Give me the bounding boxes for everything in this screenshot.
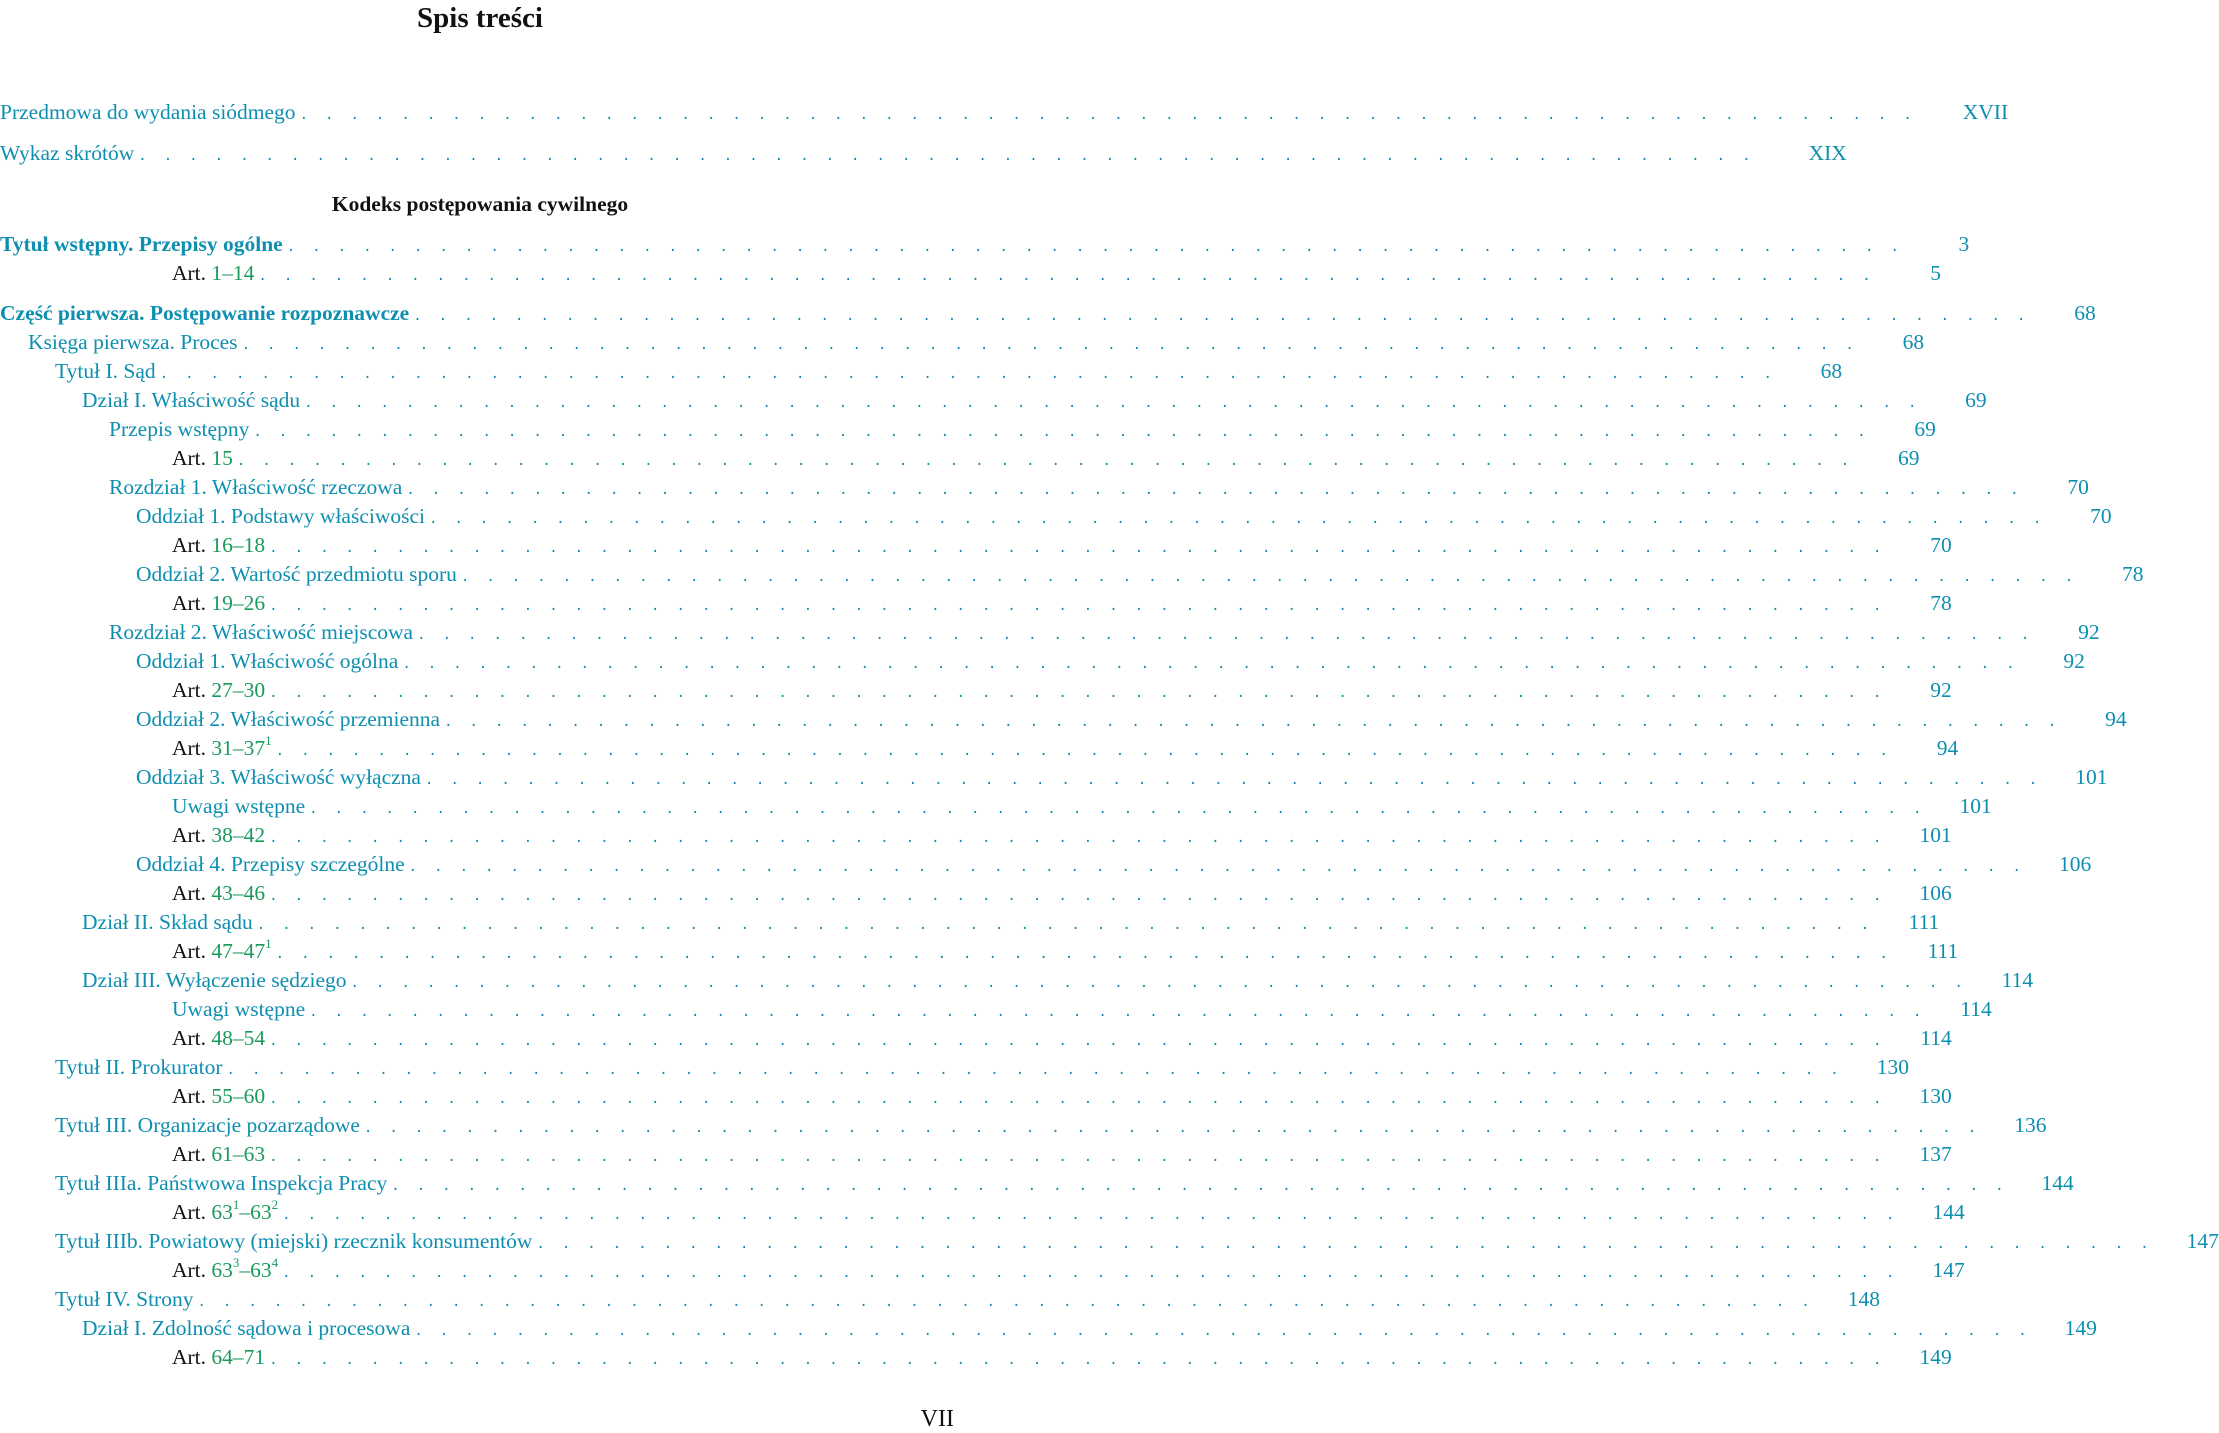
article-separator: –: [232, 1345, 244, 1369]
toc-page-number[interactable]: XIX: [1808, 141, 1847, 165]
dot-leader: . . . . . . . . . . . . . . . . . . . . . . . . . . . . . . . . . . . . . . . . . . . . . . . . . . . . . . . . . . . . . . . .: [444, 714, 2061, 730]
toc-entry-label[interactable]: Księga pierwsza. Proces: [28, 330, 238, 354]
toc-page-number[interactable]: 149: [2064, 1316, 2097, 1340]
dot-leader: . . . . . . . . . . . . . . . . . . . . . . . . . . . . . . . . . . . . . . . . . . . . . . . . . . . . . . . . . . . . . . . .: [414, 1323, 2031, 1339]
article-separator: –: [232, 1084, 244, 1108]
toc-page-number[interactable]: 144: [1932, 1200, 1965, 1224]
toc-entry-label[interactable]: Tytuł III. Organizacje pozarządowe: [55, 1113, 360, 1137]
article-prefix: Art.: [172, 823, 207, 847]
toc-page-number[interactable]: 106: [2058, 852, 2092, 876]
toc-entry-label[interactable]: Rozdział 1. Właściwość rzeczowa: [109, 475, 403, 499]
toc-entry[interactable]: [136, 560, 2144, 589]
article-from[interactable]: 19: [211, 591, 233, 615]
toc-entry[interactable]: [55, 357, 1843, 386]
dot-leader: . . . . . . . . . . . . . . . . . . . . . . . . . . . . . . . . . . . . . . . . . . . . . . . . . . . . . . . . . . . . . . . .: [256, 917, 1874, 933]
toc-entry-label[interactable]: Tytuł IIIa. Państwowa Inspekcja Pracy: [55, 1171, 388, 1195]
toc-page-number[interactable]: 114: [2001, 968, 2034, 992]
article-to[interactable]: 30: [243, 678, 266, 702]
article-prefix: Art.: [172, 446, 207, 470]
article-separator: –: [232, 678, 244, 702]
article-from[interactable]: 48: [211, 1026, 233, 1050]
toc-entry[interactable]: [0, 230, 1970, 259]
article-separator: –: [232, 1026, 244, 1050]
dot-leader: . . . . . . . . . . . . . . . . . . . . . . . . . . . . . . . . . . . . . . . . . . . . . . . . . . . . . . . . . . . . . . . .: [282, 1265, 1899, 1281]
article-separator: –: [232, 533, 244, 557]
dot-leader: . . . . . . . . . . . . . . . . . . . . . . . . . . . . . . . . . . . . . . . . . . . . . . . . . . . . . . . . . . . . . . . .: [269, 1033, 1886, 1049]
toc-entry-article[interactable]: [172, 1196, 1965, 1227]
article-to-superscript: 4: [271, 1254, 279, 1270]
toc-page-number[interactable]: 92: [2078, 620, 2100, 644]
dot-leader: . . . . . . . . . . . . . . . . . . . . . . . . . . . . . . . . . . . . . . . . . . . . . . . . . . . . . . . . . . . . . . . .: [269, 888, 1886, 904]
article-from-superscript: 3: [232, 1254, 240, 1270]
toc-entry-article[interactable]: [172, 259, 1941, 288]
article-separator: –: [222, 261, 233, 285]
article-prefix: Art.: [172, 1345, 207, 1369]
toc-entry-article[interactable]: [172, 879, 1952, 908]
toc-entry-label[interactable]: Oddział 4. Przepisy szczególne: [136, 852, 405, 876]
footer-page-number: VII: [920, 1406, 954, 1432]
article-prefix: Art.: [172, 1084, 207, 1108]
toc-entry-label[interactable]: Tytuł wstępny. Przepisy ogólne: [0, 232, 283, 256]
toc-entry[interactable]: [109, 473, 2089, 502]
article-from[interactable]: 43: [211, 881, 233, 905]
toc-entry-article[interactable]: [172, 1024, 1952, 1053]
toc-entry-article[interactable]: [172, 1343, 1952, 1372]
article-prefix: Art.: [172, 678, 207, 702]
toc-page-number[interactable]: 111: [1908, 910, 1940, 934]
dot-leader: . . . . . . . . . . . . . . . . . . . . . . . . . . . . . . . . . . . . . . . . . . . . . . . . . . . . . . . . . . . . . . . .: [309, 1004, 1926, 1020]
article-to[interactable]: 42: [243, 823, 266, 847]
toc-page-number[interactable]: 130: [1919, 1084, 1952, 1108]
article-to[interactable]: 63: [250, 1200, 272, 1224]
article-prefix: Art.: [172, 533, 207, 557]
article-to-superscript: 2: [271, 1196, 279, 1212]
toc-entry[interactable]: [55, 1169, 2074, 1198]
dot-leader: . . . . . . . . . . . . . . . . . . . . . . . . . . . . . . . . . . . . . . . . . . . . . . . . . . . . . . . . . . . . . . . .: [275, 743, 1893, 759]
article-separator: –: [239, 1200, 251, 1224]
toc-page-number[interactable]: 5: [1930, 261, 1941, 285]
article-from[interactable]: 55: [211, 1084, 233, 1108]
toc-entry-label[interactable]: Tytuł IV. Strony: [55, 1287, 194, 1311]
article-from[interactable]: 27: [211, 678, 233, 702]
article-to-superscript: 1: [265, 732, 272, 748]
toc-page-number[interactable]: 70: [1930, 533, 1952, 557]
article-to[interactable]: 37: [243, 736, 266, 760]
dot-leader: . . . . . . . . . . . . . . . . . . . . . . . . . . . . . . . . . . . . . . . . . . . . . . . . . . . . . . . . . . . . . . . .: [138, 148, 1755, 164]
toc-page-number[interactable]: 101: [1919, 823, 1952, 847]
toc-entry-label[interactable]: Dział I. Właściwość sądu: [82, 388, 301, 412]
toc-entry-article[interactable]: [172, 821, 1952, 850]
article-prefix: Art.: [172, 1142, 207, 1166]
article-to[interactable]: 63: [243, 1142, 266, 1166]
dot-leader: . . . . . . . . . . . . . . . . . . . . . . . . . . . . . . . . . . . . . . . . . . . . . . . . . . . . . . . . . . . . . . . .: [275, 946, 1893, 962]
article-prefix: Art.: [172, 1026, 207, 1050]
toc-entry-label[interactable]: Oddział 2. Wartość przedmiotu sporu: [136, 562, 457, 586]
article-to[interactable]: 26: [243, 591, 266, 615]
toc-entry[interactable]: [0, 299, 2096, 328]
toc-entry-article[interactable]: [172, 589, 1952, 618]
article-to[interactable]: 63: [250, 1258, 272, 1282]
article-separator: –: [232, 823, 244, 847]
toc-page-number[interactable]: 144: [2041, 1171, 2074, 1195]
page-title: Spis treści: [417, 2, 543, 34]
toc-entry[interactable]: [55, 1111, 2047, 1140]
toc-page-number[interactable]: 92: [2063, 649, 2085, 673]
toc-page-number[interactable]: 101: [2075, 765, 2108, 789]
article-prefix: Art.: [172, 939, 207, 963]
toc-entry[interactable]: [136, 502, 2112, 531]
toc-entry-label[interactable]: Oddział 1. Właściwość ogólna: [136, 649, 399, 673]
dot-leader: . . . . . . . . . . . . . . . . . . . . . . . . . . . . . . . . . . . . . . . . . . . . . . . . . . . . . . . . . . . . . . . .: [391, 1178, 2008, 1194]
toc-entry[interactable]: [55, 1285, 1881, 1314]
toc-page-number[interactable]: 3: [1958, 232, 1970, 256]
dot-leader: . . . . . . . . . . . . . . . . . . . . . . . . . . . . . . . . . . . . . . . . . . . . . . . . . . . . . . . . . . . . . . . .: [269, 540, 1886, 556]
toc-page-number[interactable]: 111: [1927, 939, 1959, 963]
article-from[interactable]: 1: [211, 261, 223, 285]
article-to[interactable]: 71: [243, 1345, 266, 1369]
dot-leader: . . . . . . . . . . . . . . . . . . . . . . . . . . . . . . . . . . . . . . . . . . . . . . . . . . . . . . . . . . . . . . . .: [286, 239, 1904, 255]
dot-leader: . . . . . . . . . . . . . . . . . . . . . . . . . . . . . . . . . . . . . . . . . . . . . . . . . . . . . . . . . . . . . . . .: [460, 569, 2078, 585]
article-separator: –: [232, 1142, 244, 1166]
toc-entry[interactable]: [136, 850, 2092, 879]
article-to-superscript: 1: [265, 935, 272, 951]
toc-entry-article[interactable]: [172, 1254, 1965, 1285]
toc-entry-label[interactable]: Uwagi wstępne: [172, 997, 306, 1021]
dot-leader: . . . . . . . . . . . . . . . . . . . . . . . . . . . . . . . . . . . . . . . . . . . . . . . . . . . . . . . . . . . . . . . .: [417, 627, 2034, 643]
toc-entry[interactable]: [82, 386, 1987, 415]
toc-entry-label[interactable]: Oddział 2. Właściwość przemienna: [136, 707, 441, 731]
dot-leader: . . . . . . . . . . . . . . . . . . . . . . . . . . . . . . . . . . . . . . . . . . . . . . . . . . . . . . . . . . . . . . . .: [304, 395, 1921, 411]
toc-entry-article[interactable]: [172, 444, 1920, 473]
article-separator: –: [232, 591, 244, 615]
toc-entry-label[interactable]: Przedmowa do wydania siódmego: [0, 100, 296, 124]
toc-page-number[interactable]: 68: [1820, 359, 1843, 383]
dot-leader: . . . . . . . . . . . . . . . . . . . . . . . . . . . . . . . . . . . . . . . . . . . . . . . . . . . . . . . . . . . . . . . .: [309, 801, 1926, 817]
toc-entry[interactable]: [136, 763, 2108, 792]
dot-leader: . . . . . . . . . . . . . . . . . . . . . . . . . . . . . . . . . . . . . . . . . . . . . . . . . . . . . . . . . . . . . . . .: [269, 685, 1886, 701]
article-from[interactable]: 15: [211, 446, 233, 470]
toc-entry-abbreviations[interactable]: [0, 139, 1847, 168]
toc-entry[interactable]: [172, 995, 1992, 1024]
article-separator: –: [232, 736, 244, 760]
article-to[interactable]: 47: [243, 939, 266, 963]
dot-leader: . . . . . . . . . . . . . . . . . . . . . . . . . . . . . . . . . . . . . . . . . . . . . . . . . . . . . . . . . . . . . . . .: [236, 453, 1854, 469]
dot-leader: . . . . . . . . . . . . . . . . . . . . . . . . . . . . . . . . . . . . . . . . . . . . . . . . . . . . . . . . . . . . . . . .: [406, 482, 2023, 498]
toc-page-number[interactable]: 114: [1960, 997, 1992, 1021]
toc-page-number[interactable]: 101: [1959, 794, 1992, 818]
article-prefix: Art.: [172, 1258, 207, 1282]
article-from[interactable]: 38: [211, 823, 233, 847]
dot-leader: . . . . . . . . . . . . . . . . . . . . . . . . . . . . . . . . . . . . . . . . . . . . . . . . . . . . . . . . . . . . . . . .: [402, 656, 2019, 672]
toc-page-number[interactable]: 147: [1932, 1258, 1965, 1282]
dot-leader: . . . . . . . . . . . . . . . . . . . . . . . . . . . . . . . . . . . . . . . . . . . . . . . . . . . . . . . . . . . . . . . .: [282, 1207, 1899, 1223]
toc-entry-label[interactable]: Tytuł II. Prokurator: [55, 1055, 223, 1079]
dot-leader: . . . . . . . . . . . . . . . . . . . . . . . . . . . . . . . . . . . . . . . . . . . . . . . . . . . . . . . . . . . . . . . .: [350, 975, 1968, 991]
toc-page-number[interactable]: 69: [1914, 417, 1936, 441]
toc-entry[interactable]: [55, 1227, 2219, 1256]
toc-entry-article[interactable]: [172, 531, 1952, 560]
dot-leader: . . . . . . . . . . . . . . . . . . . . . . . . . . . . . . . . . . . . . . . . . . . . . . . . . . . . . . . . . . . . . . . .: [159, 366, 1777, 382]
dot-leader: . . . . . . . . . . . . . . . . . . . . . . . . . . . . . . . . . . . . . . . . . . . . . . . . . . . . . . . . . . . . . . . .: [253, 424, 1870, 440]
toc-entry[interactable]: [136, 705, 2127, 734]
article-from[interactable]: 61: [211, 1142, 233, 1166]
dot-leader: . . . . . . . . . . . . . . . . . . . . . . . . . . . . . . . . . . . . . . . . . . . . . . . . . . . . . . . . . . . . . . . .: [226, 1062, 1844, 1078]
toc-entry[interactable]: [28, 328, 1925, 357]
toc-entry[interactable]: [82, 966, 2034, 995]
toc-entry-label[interactable]: Dział II. Skład sądu: [82, 910, 253, 934]
toc-page-number[interactable]: 114: [1920, 1026, 1952, 1050]
article-from[interactable]: 64: [211, 1345, 233, 1369]
dot-leader: . . . . . . . . . . . . . . . . . . . . . . . . . . . . . . . . . . . . . . . . . . . . . . . . . . . . . . . . . . . . . . . .: [269, 830, 1886, 846]
dot-leader: . . . . . . . . . . . . . . . . . . . . . . . . . . . . . . . . . . . . . . . . . . . . . . . . . . . . . . . . . . . . . . . .: [197, 1294, 1815, 1310]
toc-entry-label[interactable]: Dział I. Zdolność sądowa i procesowa: [82, 1316, 411, 1340]
dot-leader: . . . . . . . . . . . . . . . . . . . . . . . . . . . . . . . . . . . . . . . . . . . . . . . . . . . . . . . . . . . . . . . .: [429, 511, 2046, 527]
article-separator: –: [232, 881, 244, 905]
article-to[interactable]: 46: [243, 881, 266, 905]
toc-entry[interactable]: [109, 618, 2100, 647]
toc-entry-label[interactable]: Dział III. Wyłączenie sędziego: [82, 968, 347, 992]
toc-page-number[interactable]: 149: [1919, 1345, 1952, 1369]
article-separator: –: [232, 939, 244, 963]
article-from-superscript: 1: [232, 1196, 240, 1212]
article-from[interactable]: 63: [211, 1200, 233, 1224]
article-prefix: Art.: [172, 1200, 207, 1224]
article-from[interactable]: 31: [211, 736, 233, 760]
dot-leader: . . . . . . . . . . . . . . . . . . . . . . . . . . . . . . . . . . . . . . . . . . . . . . . . . . . . . . . . . . . . . . . .: [424, 772, 2042, 788]
article-separator: –: [239, 1258, 251, 1282]
section-heading: Kodeks postępowania cywilnego: [331, 192, 629, 216]
toc-page-number[interactable]: 94: [1936, 736, 1959, 760]
toc-page-number[interactable]: 70: [2090, 504, 2112, 528]
dot-leader: . . . . . . . . . . . . . . . . . . . . . . . . . . . . . . . . . . . . . . . . . . . . . . . . . . . . . . . . . . . . . . . .: [258, 268, 1875, 284]
article-from[interactable]: 63: [211, 1258, 233, 1282]
article-prefix: Art.: [172, 881, 207, 905]
toc-page-number[interactable]: 136: [2014, 1113, 2047, 1137]
toc-entry[interactable]: [82, 908, 1940, 937]
article-from[interactable]: 16: [211, 533, 233, 557]
article-prefix: Art.: [172, 736, 207, 760]
toc-entry-label[interactable]: Tytuł IIIb. Powiatowy (miejski) rzecznik konsumentów: [55, 1229, 533, 1253]
dot-leader: . . . . . . . . . . . . . . . . . . . . . . . . . . . . . . . . . . . . . . . . . . . . . . . . . . . . . . . . . . . . . . . .: [269, 1091, 1886, 1107]
toc-entry[interactable]: [172, 792, 1992, 821]
dot-leader: . . . . . . . . . . . . . . . . . . . . . . . . . . . . . . . . . . . . . . . . . . . . . . . . . . . . . . . . . . . . . . . .: [413, 308, 2030, 324]
toc-entry[interactable]: [136, 647, 2085, 676]
toc-page-number[interactable]: 78: [2121, 562, 2144, 586]
toc-page-number[interactable]: 130: [1876, 1055, 1910, 1079]
toc-entry-label[interactable]: Rozdział 2. Właściwość miejscowa: [109, 620, 414, 644]
toc-entry-article[interactable]: [172, 1140, 1952, 1169]
toc-entry[interactable]: [109, 415, 1936, 444]
toc-entry-article[interactable]: [172, 1082, 1952, 1111]
dot-leader: . . . . . . . . . . . . . . . . . . . . . . . . . . . . . . . . . . . . . . . . . . . . . . . . . . . . . . . . . . . . . . . .: [363, 1120, 1981, 1136]
article-prefix: Art.: [172, 591, 207, 615]
toc-entry-label[interactable]: Oddział 3. Właściwość wyłączna: [136, 765, 421, 789]
article-from[interactable]: 47: [211, 939, 233, 963]
toc-page-number[interactable]: 147: [2186, 1229, 2219, 1253]
toc-page-number[interactable]: 68: [1902, 330, 1925, 354]
dot-leader: . . . . . . . . . . . . . . . . . . . . . . . . . . . . . . . . . . . . . . . . . . . . . . . . . . . . . . . . . . . . . . . .: [269, 598, 1886, 614]
toc-entry-label[interactable]: Oddział 1. Podstawy właściwości: [136, 504, 426, 528]
dot-leader: . . . . . . . . . . . . . . . . . . . . . . . . . . . . . . . . . . . . . . . . . . . . . . . . . . . . . . . . . . . . . . . .: [536, 1236, 2153, 1252]
toc-entry-preface[interactable]: [0, 98, 2009, 127]
toc-entry-article[interactable]: [172, 935, 1959, 966]
toc-page-number[interactable]: 78: [1930, 591, 1952, 615]
toc-page-number[interactable]: 68: [2074, 301, 2096, 325]
toc-page-number[interactable]: 137: [1919, 1142, 1952, 1166]
toc-entry-label[interactable]: Przepis wstępny: [109, 417, 250, 441]
toc-entry-label[interactable]: Część pierwsza. Postępowanie rozpoznawcze: [0, 301, 410, 325]
toc-page-number[interactable]: 69: [1965, 388, 1987, 412]
toc-entry-label[interactable]: Wykaz skrótów: [0, 141, 135, 165]
toc-page-number[interactable]: XVII: [1962, 100, 2009, 124]
toc-page-number[interactable]: 106: [1919, 881, 1952, 905]
toc-entry-article[interactable]: [172, 732, 1959, 763]
article-to[interactable]: 54: [243, 1026, 266, 1050]
toc-entry-article[interactable]: [172, 676, 1952, 705]
dot-leader: . . . . . . . . . . . . . . . . . . . . . . . . . . . . . . . . . . . . . . . . . . . . . . . . . . . . . . . . . . . . . . . .: [269, 1149, 1886, 1165]
dot-leader: . . . . . . . . . . . . . . . . . . . . . . . . . . . . . . . . . . . . . . . . . . . . . . . . . . . . . . . . . . . . . . . .: [408, 859, 2026, 875]
dot-leader: . . . . . . . . . . . . . . . . . . . . . . . . . . . . . . . . . . . . . . . . . . . . . . . . . . . . . . . . . . . . . . . .: [299, 107, 1917, 123]
toc-entry[interactable]: [55, 1053, 1910, 1082]
toc-entry-label[interactable]: Uwagi wstępne: [172, 794, 306, 818]
toc-page-number[interactable]: 70: [2067, 475, 2089, 499]
toc-page-number[interactable]: 148: [1847, 1287, 1881, 1311]
article-prefix: Art.: [172, 261, 207, 285]
dot-leader: . . . . . . . . . . . . . . . . . . . . . . . . . . . . . . . . . . . . . . . . . . . . . . . . . . . . . . . . . . . . . . . .: [241, 337, 1859, 353]
article-to[interactable]: 14: [232, 261, 255, 285]
toc-page-number[interactable]: 69: [1897, 446, 1920, 470]
toc-entry[interactable]: [82, 1314, 2097, 1343]
article-to[interactable]: 60: [243, 1084, 266, 1108]
dot-leader: . . . . . . . . . . . . . . . . . . . . . . . . . . . . . . . . . . . . . . . . . . . . . . . . . . . . . . . . . . . . . . . .: [269, 1352, 1886, 1368]
toc-page-number[interactable]: 94: [2105, 707, 2127, 731]
article-to[interactable]: 18: [243, 533, 266, 557]
toc-page-number[interactable]: 92: [1930, 678, 1952, 702]
toc-entry-label[interactable]: Tytuł I. Sąd: [55, 359, 156, 383]
